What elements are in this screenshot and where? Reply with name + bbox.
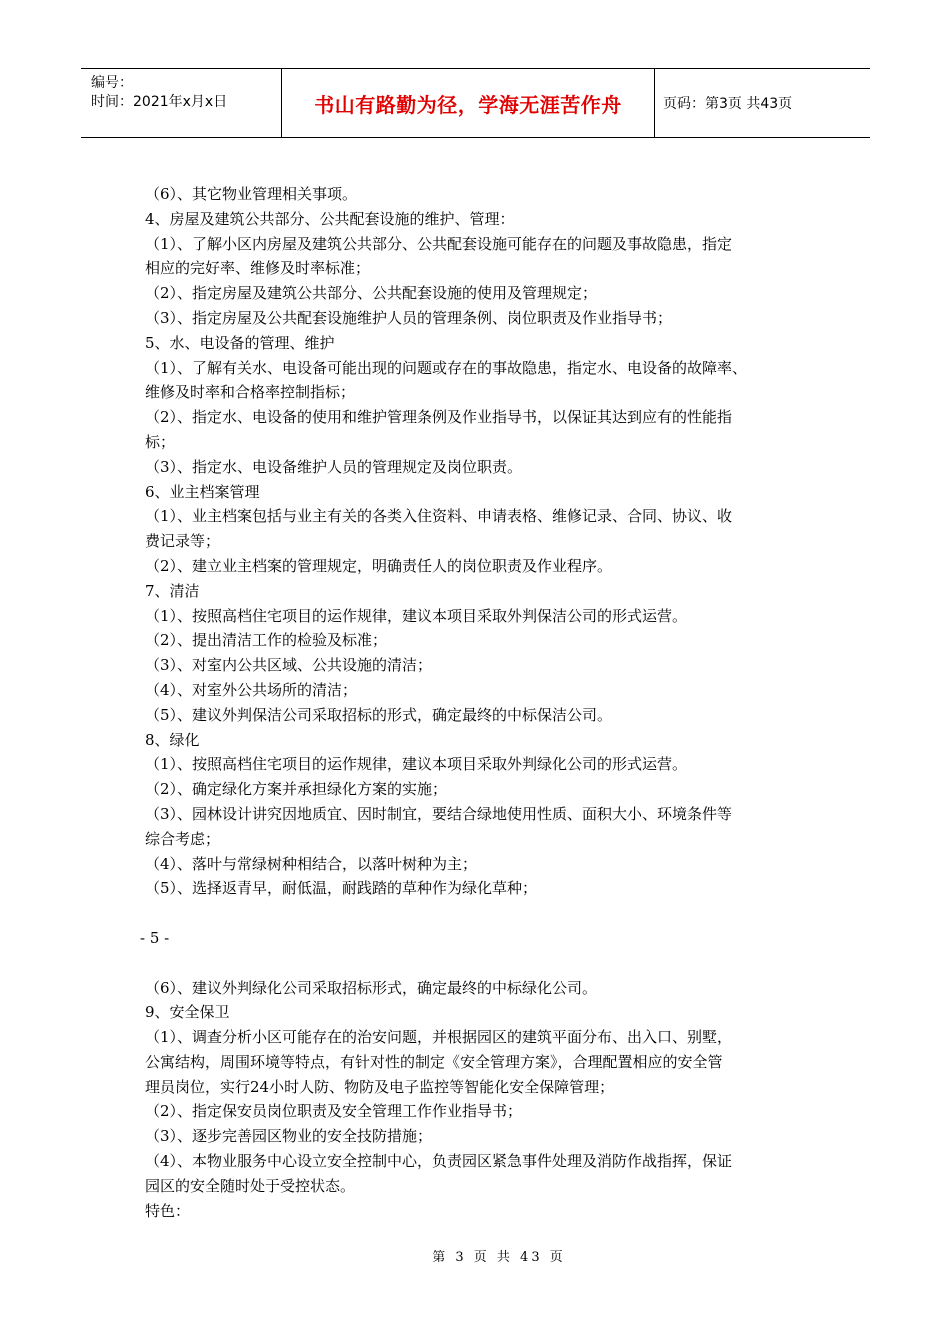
text-line: （3）、指定房屋及公共配套设施维护人员的管理条例、岗位职责及作业指导书；: [145, 308, 673, 327]
page-marker: - 5 -: [140, 928, 170, 947]
spacer: [145, 951, 825, 976]
text-line: （2）、指定保安员岗位职责及安全管理工作作业指导书；: [145, 1102, 523, 1121]
page-header: [81, 68, 870, 138]
text-line: （3）、园林设计讲究因地质宜、因时制宜，要结合绿地使用性质、面积大小、环境条件等: [145, 804, 733, 823]
text-line: （1）、了解有关水、电设备可能出现的问题或存在的事故隐患，指定水、电设备的故障率、: [145, 358, 748, 377]
text-line: 相应的完好率、维修及时率标准；: [145, 259, 371, 278]
text-line: 维修及时率和合格率控制指标；: [145, 383, 356, 402]
text-line: 7、清洁: [145, 581, 200, 600]
text-line: （5）、选择返青早，耐低温，耐践踏的草种作为绿化草种；: [145, 879, 538, 898]
text-line: 园区的安全随时处于受控状态。: [145, 1176, 356, 1195]
text-line: 5、水、电设备的管理、维护: [145, 333, 335, 352]
text-line: （4）、落叶与常绿树种相结合，以落叶树种为主；: [145, 854, 478, 873]
text-line: 4、房屋及建筑公共部分、公共配套设施的维护、管理：: [145, 209, 515, 228]
text-line: 标；: [145, 432, 176, 451]
text-line: （6）、其它物业管理相关事项。: [145, 185, 358, 203]
text-line: （3）、指定水、电设备维护人员的管理规定及岗位职责。: [145, 457, 523, 476]
document-time-label: 时间：2021年x月x日: [91, 94, 228, 110]
text-line: （4）、本物业服务中心设立安全控制中心，负责园区紧急事件处理及消防作战指挥，保证: [145, 1152, 733, 1171]
text-line: （2）、确定绿化方案并承担绿化方案的实施；: [145, 780, 448, 799]
text-line: 特色：: [145, 1201, 191, 1220]
text-line: （1）、调查分析小区可能存在的治安问题，并根据园区的建筑平面分布、出入口、别墅，: [145, 1028, 733, 1047]
text-line: （2）、指定房屋及建筑公共部分、公共配套设施的使用及管理规定；: [145, 284, 598, 303]
text-block-2: [145, 976, 825, 1224]
text-line: （2）、提出清洁工作的检验及标准；: [145, 631, 388, 650]
text-line: 费记录等；: [145, 532, 221, 551]
text-line: 综合考虑；: [145, 829, 221, 848]
text-line: （5）、建议外判保洁公司采取招标的形式，确定最终的中标保洁公司。: [145, 705, 613, 724]
text-line: （1）、了解小区内房屋及建筑公共部分、公共配套设施可能存在的问题及事故隐患，指定: [145, 234, 733, 253]
header-page-info: 页码：第3页 共43页: [663, 96, 793, 112]
text-line: 9、安全保卫: [145, 1003, 230, 1022]
text-line: 8、绿化: [145, 730, 200, 749]
text-line: （3）、对室内公共区域、公共设施的清洁；: [145, 656, 433, 675]
document-number-label: 编号：: [91, 75, 133, 91]
header-motto-cell: [282, 69, 655, 137]
text-block-1: [145, 182, 825, 901]
text-line: （1）、按照高档住宅项目的运作规律，建议本项目采取外判绿化公司的形式运营。: [145, 755, 688, 774]
text-line: 6、业主档案管理: [145, 482, 260, 501]
text-line: （6）、建议外判绿化公司采取招标形式，确定最终的中标绿化公司。: [145, 978, 598, 997]
header-motto: 书山有路勤为径，学海无涯苦作舟: [314, 92, 622, 117]
document-body: [140, 182, 825, 1223]
text-line: （2）、指定水、电设备的使用和维护管理条例及作业指导书，以保证其达到应有的性能指: [145, 408, 733, 427]
text-line: （1）、业主档案包括与业主有关的各类入住资料、申请表格、维修记录、合同、协议、收: [145, 507, 733, 526]
spacer: [145, 901, 825, 926]
text-line: （4）、对室外公共场所的清洁；: [145, 680, 358, 699]
text-line: （1）、按照高档住宅项目的运作规律，建议本项目采取外判保洁公司的形式运营。: [145, 606, 688, 625]
text-line: 理员岗位，实行24小时人防、物防及电子监控等智能化安全保障管理；: [145, 1077, 615, 1096]
text-line: （2）、建立业主档案的管理规定，明确责任人的岗位职责及作业程序。: [145, 556, 613, 575]
header-meta: [81, 69, 282, 137]
text-line: （3）、逐步完善园区物业的安全技防措施；: [145, 1127, 433, 1146]
text-line: 公寓结构，周围环境等特点，有针对性的制定《安全管理方案》，合理配置相应的安全管: [145, 1052, 723, 1071]
page-footer: 第 3 页 共 43 页: [432, 1250, 566, 1265]
